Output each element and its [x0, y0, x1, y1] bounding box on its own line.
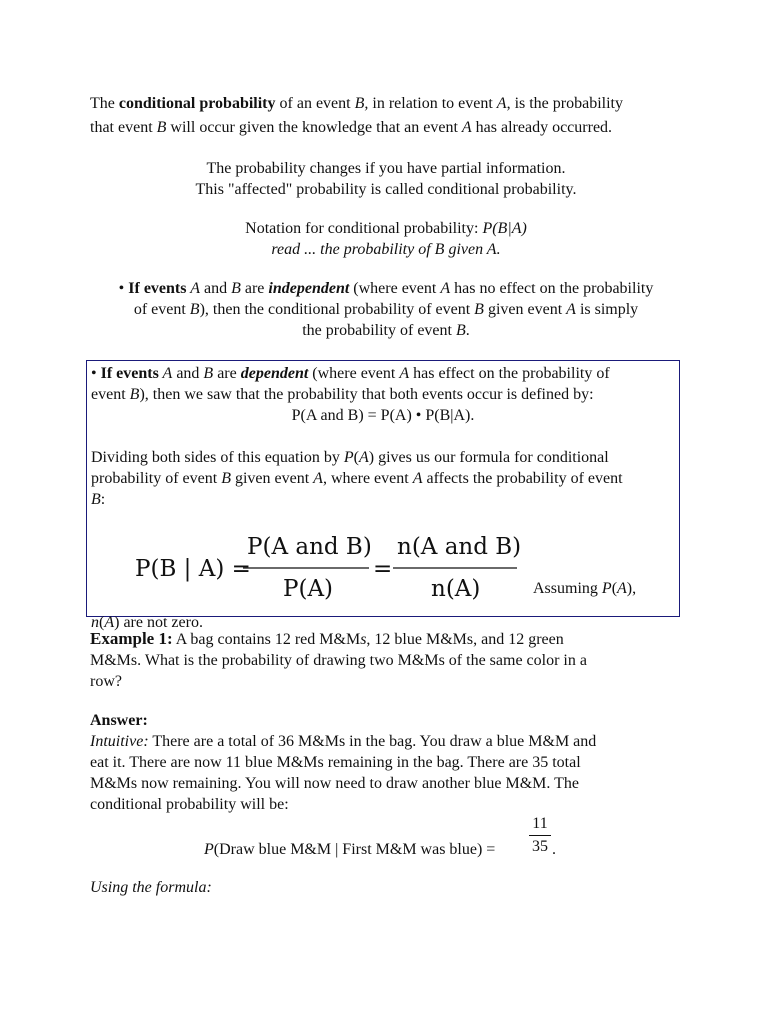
symbol-p: P [343, 449, 354, 466]
formula-equals: = [373, 556, 393, 582]
assumption-continued: n(A) are not zero. [91, 614, 203, 631]
text: (where event [308, 365, 400, 382]
notation-paragraph [90, 218, 682, 260]
bullet: • [91, 365, 101, 382]
event-b: B [221, 470, 231, 487]
fraction-11-35 [528, 815, 552, 856]
text: is simply [575, 301, 639, 318]
event-a: A [440, 280, 451, 297]
notation-reading: read ... the probability of B given A. [271, 241, 501, 258]
fraction-denominator: 35 [532, 838, 548, 855]
fraction-numerator: 11 [532, 815, 548, 832]
text: conditional probability will be: [90, 796, 289, 813]
partial-line-1: The probability changes if you have partial information. [206, 160, 566, 177]
answer-heading [90, 710, 682, 731]
event-b: B [189, 301, 200, 318]
text: will occur given the knowledge that an event [166, 119, 462, 136]
conditional-probability-formula [91, 524, 675, 610]
text: has effect on the probability of [409, 365, 610, 382]
partial-info-paragraph [90, 158, 682, 200]
dividing-paragraph [91, 447, 675, 510]
event-a: A [566, 301, 576, 318]
event-b: B [156, 119, 167, 136]
text: in relation to event [368, 95, 497, 112]
text: (where event [349, 280, 441, 297]
probability-expression: P(Draw blue M&M | First M&M was blue) = [204, 841, 496, 858]
using-formula-heading [90, 877, 682, 898]
event-b: B [129, 386, 140, 403]
formula-lhs: P(B | A) = [135, 556, 251, 582]
partial-line-2: This "affected" probability is called conditional probability. [195, 181, 577, 198]
text: affects the probability of event [422, 470, 623, 487]
if-events: If events [128, 280, 187, 297]
text: . [465, 322, 470, 339]
text: are [240, 280, 269, 297]
dependent-events-box [86, 360, 680, 631]
text: , where event [322, 470, 413, 487]
example-title: Example 1: [90, 629, 173, 648]
term-conditional-probability: conditional probability [118, 95, 276, 112]
formula-numerator-2: n(A and B) [397, 534, 522, 560]
text: the probability of event [302, 322, 456, 339]
text: There are a total of 36 M&Ms in the bag. You draw a blue M&M and [148, 733, 597, 750]
example-question [90, 628, 682, 692]
event-a: A [158, 365, 173, 382]
text: A bag contains 12 red M&M [172, 631, 361, 648]
example-section [90, 628, 682, 898]
event-a: A [399, 365, 410, 382]
intuitive-label: Intuitive: [90, 733, 149, 750]
product-rule-equation: P(A and B) = P(A) • P(B|A). [291, 407, 475, 424]
formula-graphic [135, 524, 535, 610]
keyword-dependent: dependent [240, 365, 309, 382]
event-a: A [461, 119, 472, 136]
event-b: B [455, 322, 466, 339]
text: , 12 blue M&Ms, and 12 green [366, 631, 564, 648]
text: s [360, 631, 367, 648]
answer-label: Answer: [90, 712, 148, 729]
dependent-paragraph [91, 363, 675, 405]
if-events: If events [100, 365, 159, 382]
text: M&Ms now remaining. You will now need to draw another blue M&M. The [90, 775, 579, 792]
text: and [199, 280, 232, 297]
text: has already occurred. [471, 119, 613, 136]
probability-result [90, 815, 682, 863]
period: . [552, 841, 556, 858]
text: and [172, 365, 204, 382]
assumption-text: Assuming P(A), [533, 580, 637, 597]
event-b: B, [354, 95, 369, 112]
text: : [100, 491, 106, 508]
bullet: • [118, 280, 129, 297]
event-b: B [203, 365, 214, 382]
event-a: A [186, 280, 200, 297]
event-a: A [313, 470, 323, 487]
event-b: B [474, 301, 484, 318]
event-a: A [358, 449, 369, 466]
formula-denominator-1: P(A) [283, 576, 334, 602]
document-body [90, 92, 682, 359]
text: given event [483, 301, 567, 318]
text: has no effect on the probability [450, 280, 654, 297]
text: probability of event [91, 470, 222, 487]
text: eat it. There are now 11 blue M&Ms remaining in the bag. There are 35 total [90, 754, 581, 771]
text: M&Ms. What is the probability of drawing two M&Ms of the same color in a [90, 652, 587, 669]
text: ( [353, 449, 359, 466]
event-a: A [412, 470, 423, 487]
independent-events-paragraph [90, 278, 682, 341]
keyword-independent: independent [268, 280, 350, 297]
text: row? [90, 673, 122, 690]
text: , is the probability [506, 95, 623, 112]
definition-paragraph [90, 92, 682, 140]
event-b: B [231, 280, 241, 297]
text: ), then we saw that the probability that both events occur is defined by: [139, 386, 594, 403]
event-b: B [91, 491, 101, 508]
text: The [90, 95, 119, 112]
formula-denominator-2: n(A) [431, 576, 481, 602]
event-a: A [496, 95, 507, 112]
text: given event [230, 470, 314, 487]
text: of an event [275, 95, 355, 112]
text: that event [90, 119, 157, 136]
text: event [91, 386, 130, 403]
text: are [213, 365, 241, 382]
text: ), then the conditional probability of event [199, 301, 475, 318]
notation-symbol: P(B|A) [482, 220, 527, 237]
text: Dividing both sides of this equation by [91, 449, 344, 466]
intuitive-paragraph [90, 731, 682, 815]
using-formula-label: Using the formula: [90, 879, 212, 896]
notation-label: Notation for conditional probability: [245, 220, 483, 237]
formula-numerator-1: P(A and B) [247, 534, 372, 560]
text: ) gives us our formula for conditional [368, 449, 609, 466]
text: of event [133, 301, 190, 318]
